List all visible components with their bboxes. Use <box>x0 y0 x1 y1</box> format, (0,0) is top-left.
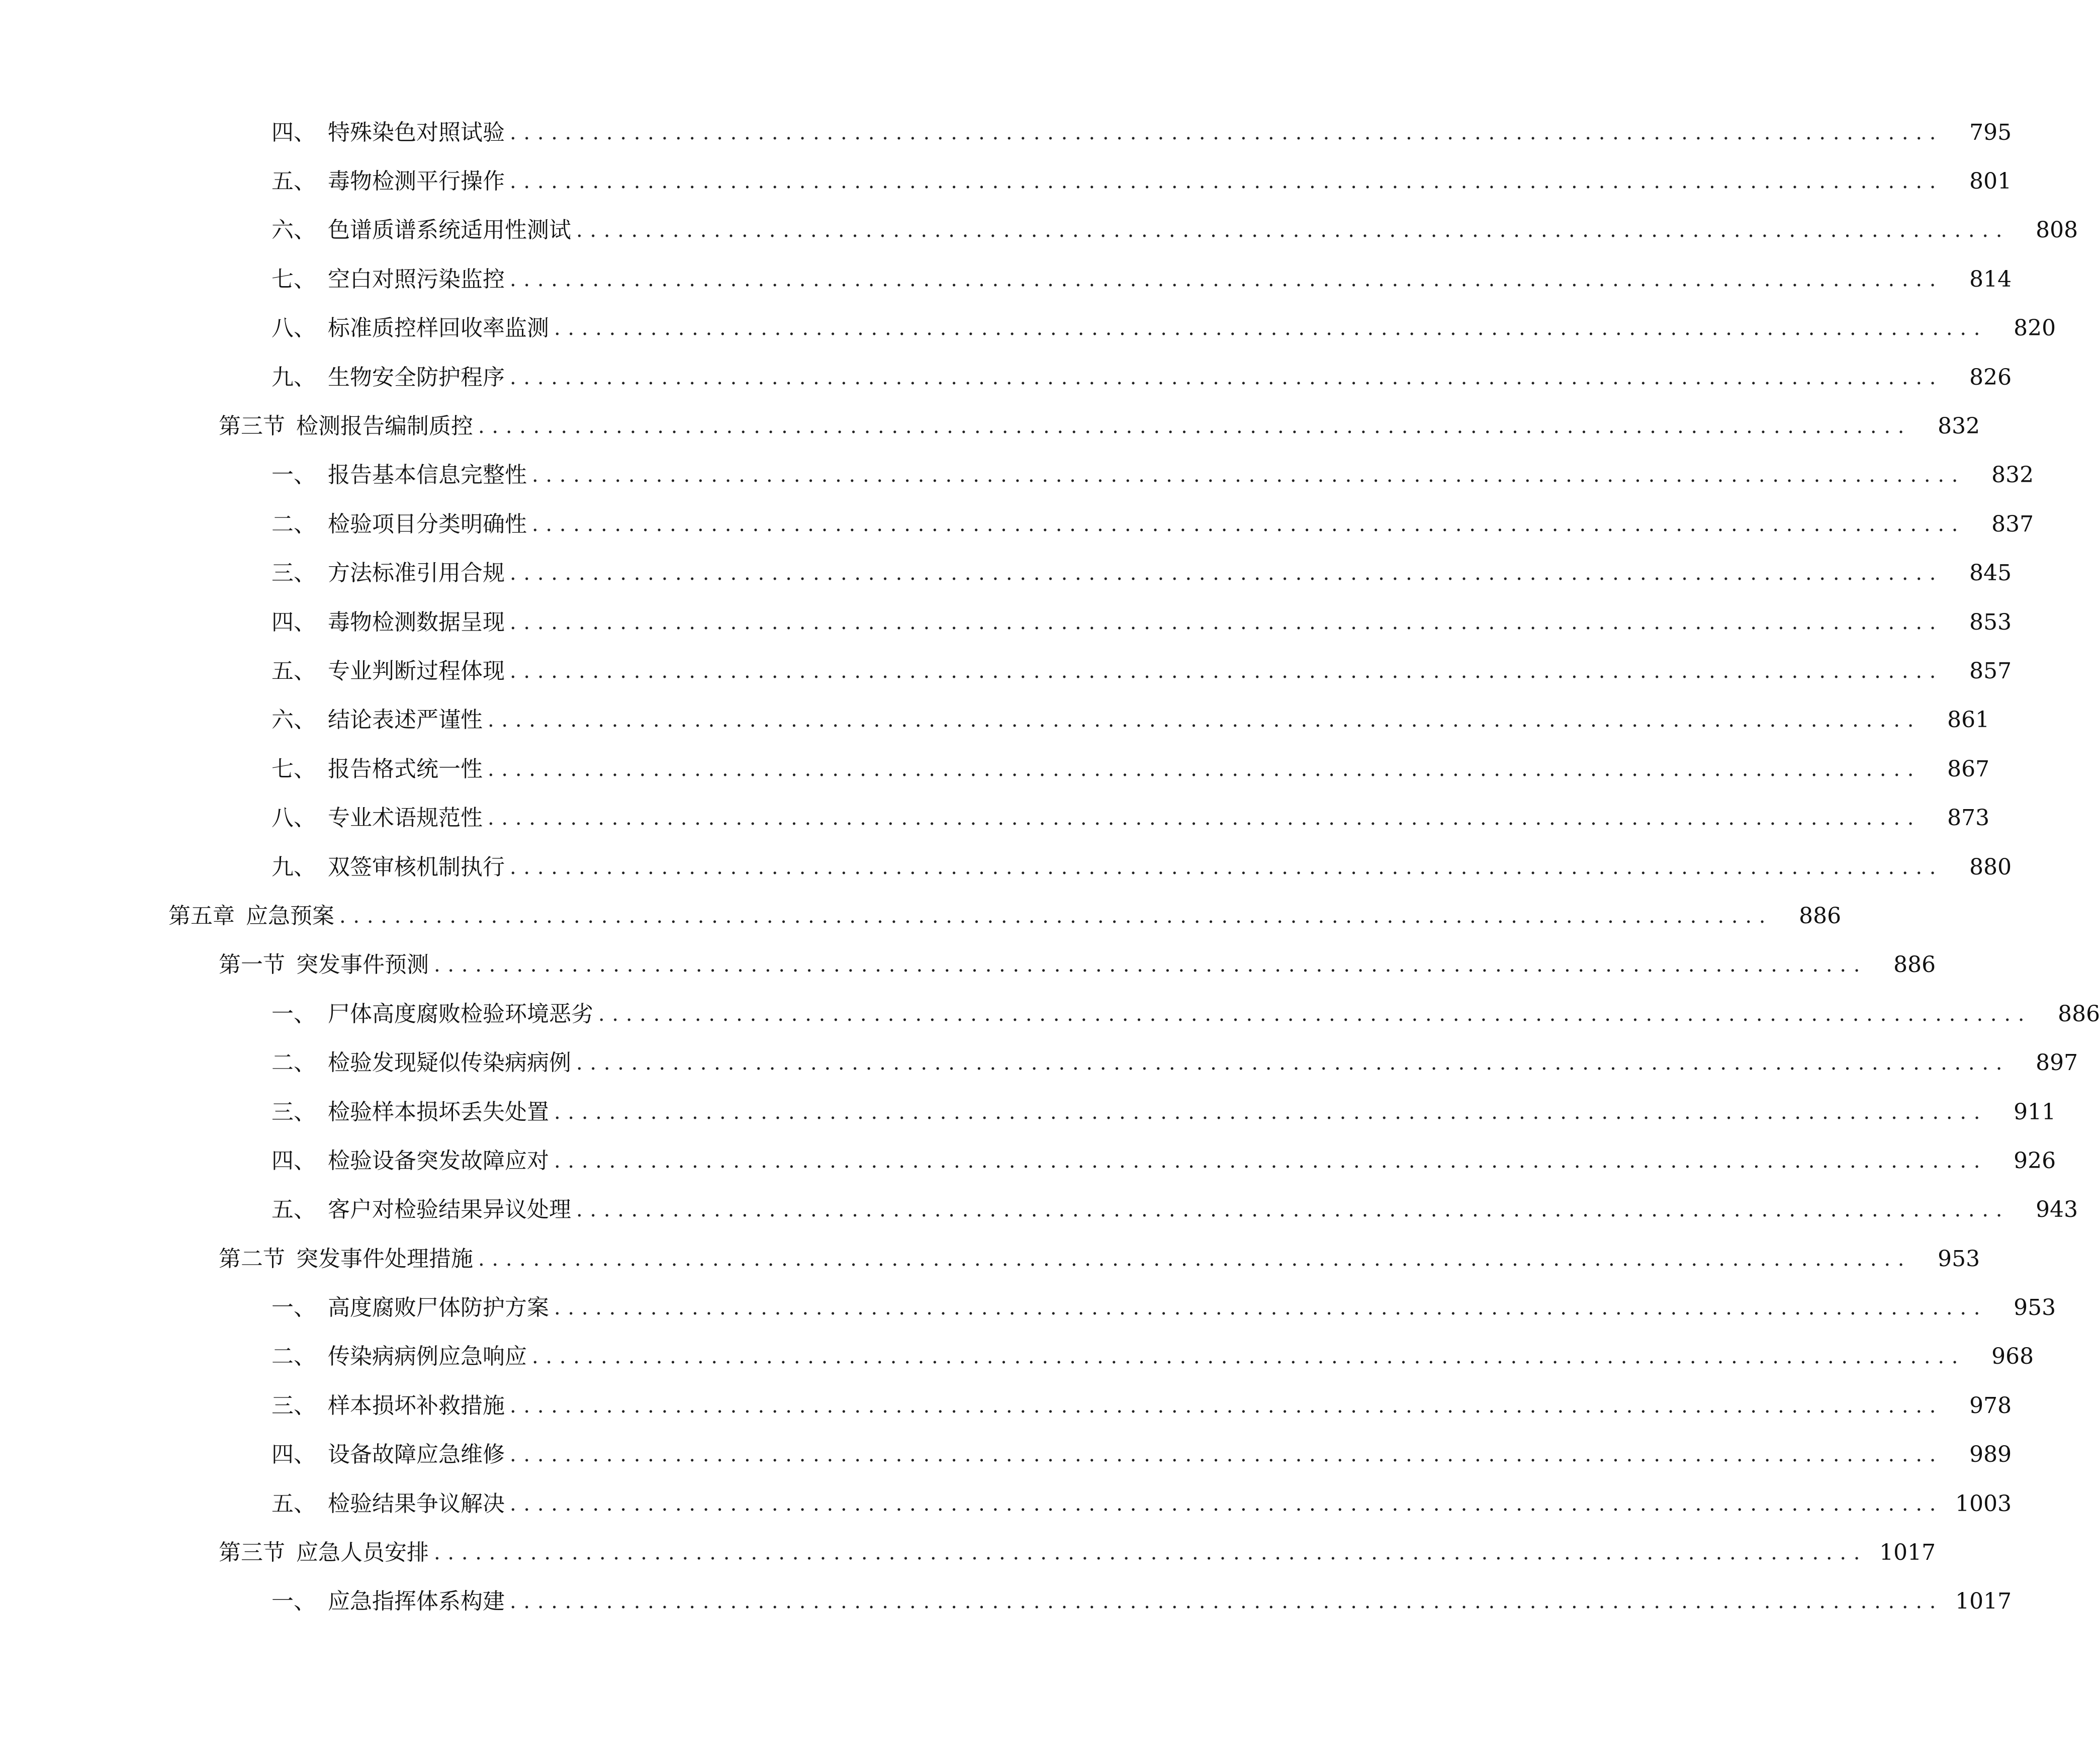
dot-leader: ........................................................................................................ <box>532 512 1966 536</box>
dot-leader: ........................................................................................................ <box>510 268 1944 291</box>
toc-entry-label <box>271 1392 505 1419</box>
dot-leader: ........................................................................................................ <box>510 170 1944 194</box>
toc-entry-page-number: 832 <box>1991 462 2034 488</box>
toc-entry-title: 结论表述严谨性 <box>328 707 483 733</box>
toc-entry-title: 样本损坏补救措施 <box>328 1392 505 1419</box>
toc-entry-title: 报告基本信息完整性 <box>328 462 527 488</box>
dot-leader: ........................................................................................................ <box>576 219 2010 242</box>
toc-entry[interactable] <box>0 402 1980 451</box>
toc-entry-number: 五、 <box>271 1490 316 1517</box>
toc-entry[interactable] <box>0 1381 2012 1430</box>
toc-entry-label <box>271 464 527 486</box>
toc-entry[interactable] <box>0 1136 2056 1185</box>
toc-entry-page-number: 880 <box>1969 854 2012 880</box>
dot-leader: ........................................................................................................ <box>510 1394 1944 1418</box>
dot-leader: ........................................................................................................ <box>576 1198 2010 1222</box>
toc-entry[interactable] <box>0 793 1990 842</box>
toc-entry[interactable] <box>0 941 1936 990</box>
toc-entry-page-number: 837 <box>1991 511 2034 537</box>
toc-entry-number: 二、 <box>271 1050 316 1076</box>
toc-entry-label <box>219 1542 429 1564</box>
toc-entry[interactable] <box>0 1528 1936 1577</box>
toc-entry-label <box>271 1003 593 1025</box>
dot-leader: ........................................................................................................ <box>554 1100 1988 1124</box>
toc-entry-title: 双签审核机制执行 <box>328 854 505 880</box>
toc-entry-title: 应急预案 <box>246 903 334 929</box>
toc-entry-label <box>271 364 505 390</box>
toc-entry-number: 三、 <box>271 1099 316 1125</box>
toc-entry-label <box>271 1199 571 1221</box>
toc-entry-label <box>271 807 483 829</box>
toc-entry-title: 应急指挥体系构建 <box>328 1589 505 1615</box>
toc-entry[interactable] <box>0 843 2012 892</box>
toc-entry-page-number: 814 <box>1969 266 2012 292</box>
toc-entry-title: 专业判断过程体现 <box>328 658 505 684</box>
toc-entry-page-number: 853 <box>1969 609 2012 635</box>
toc-entry-number: 七、 <box>271 756 316 782</box>
toc-entry-page-number: 1017 <box>1955 1589 2012 1615</box>
toc-entry-title: 空白对照污染监控 <box>328 266 505 292</box>
toc-entry-number: 一、 <box>271 1589 316 1615</box>
dot-leader: ........................................................................................................ <box>510 1492 1944 1516</box>
dot-leader: ........................................................................................................ <box>510 855 1944 879</box>
toc-entry-number: 四、 <box>271 119 316 145</box>
dot-leader: ........................................................................................................ <box>510 121 1944 144</box>
toc-entry[interactable] <box>0 598 2012 647</box>
dot-leader: ........................................................................................................ <box>478 1247 1912 1271</box>
toc-entry-number: 九、 <box>271 854 316 880</box>
toc-entry-page-number: 867 <box>1947 756 1990 782</box>
toc-entry-number: 第三节 <box>219 413 285 439</box>
toc-entry[interactable] <box>0 1577 2012 1626</box>
toc-entry-number: 八、 <box>271 805 316 831</box>
toc-entry-title: 检验发现疑似传染病病例 <box>328 1050 571 1076</box>
toc-entry-label <box>271 660 505 682</box>
toc-entry-title: 特殊染色对照试验 <box>328 119 505 145</box>
toc-entry[interactable] <box>0 1333 2034 1381</box>
toc-entry[interactable] <box>0 990 2100 1038</box>
toc-entry-page-number: 897 <box>2036 1050 2078 1076</box>
toc-entry-label <box>271 219 571 241</box>
dot-leader: ........................................................................................................ <box>510 562 1944 585</box>
toc-entry-title: 报告格式统一性 <box>328 756 483 782</box>
toc-entry-label <box>219 954 429 976</box>
dot-leader: ........................................................................................................ <box>339 904 1773 928</box>
toc-entry[interactable] <box>0 696 1990 745</box>
toc-entry[interactable] <box>0 1038 2078 1087</box>
toc-entry-label <box>271 170 505 193</box>
toc-entry-page-number: 861 <box>1947 707 1990 733</box>
toc-entry[interactable] <box>0 108 2012 157</box>
toc-entry-title: 生物安全防护程序 <box>328 364 505 390</box>
toc-entry-page-number: 873 <box>1947 805 1990 831</box>
dot-leader: ........................................................................................................ <box>598 1002 2032 1026</box>
toc-entry-number: 二、 <box>271 511 316 537</box>
toc-entry-number: 六、 <box>271 217 316 243</box>
toc-entry-page-number: 826 <box>1969 364 2012 390</box>
toc-entry[interactable] <box>0 549 2012 598</box>
toc-entry-label <box>271 1346 527 1368</box>
dot-leader: ........................................................................................................ <box>510 1590 1944 1614</box>
toc-entry-number: 八、 <box>271 315 316 341</box>
toc-entry[interactable] <box>0 451 2034 500</box>
toc-entry-label <box>271 611 505 634</box>
toc-entry[interactable] <box>0 1283 2056 1332</box>
toc-entry-title: 突发事件处理措施 <box>296 1246 473 1272</box>
toc-entry-title: 毒物检测平行操作 <box>328 168 505 195</box>
toc-entry-number: 四、 <box>271 609 316 635</box>
toc-entry-label <box>271 1297 549 1319</box>
dot-leader: ........................................................................................................ <box>510 659 1944 683</box>
toc-entry-title: 应急人员安排 <box>296 1540 429 1566</box>
toc-entry[interactable] <box>0 1088 2056 1136</box>
toc-entry-label <box>168 905 334 927</box>
toc-entry-page-number: 801 <box>1969 168 2012 195</box>
toc-entry[interactable] <box>0 1479 2012 1528</box>
toc-entry-label <box>271 1101 549 1123</box>
toc-entry-page-number: 886 <box>1893 952 1936 978</box>
toc-entry-label <box>271 317 549 339</box>
toc-entry[interactable] <box>0 157 2012 206</box>
toc-entry-label <box>271 1444 505 1466</box>
toc-entry-number: 三、 <box>271 1392 316 1419</box>
toc-entry-page-number: 989 <box>1969 1442 2012 1468</box>
dot-leader: ........................................................................................................ <box>488 807 1922 830</box>
dot-leader: ........................................................................................................ <box>488 709 1922 732</box>
toc-entry-title: 检测报告编制质控 <box>296 413 473 439</box>
toc-entry-number: 六、 <box>271 707 316 733</box>
toc-entry-title: 毒物检测数据呈现 <box>328 609 505 635</box>
toc-entry-page-number: 943 <box>2036 1197 2078 1223</box>
toc-entry-page-number: 968 <box>1991 1344 2034 1370</box>
toc-entry-page-number: 845 <box>1969 560 2012 586</box>
dot-leader: ........................................................................................................ <box>554 1296 1988 1320</box>
dot-leader: ........................................................................................................ <box>488 757 1922 781</box>
toc-entry-label <box>271 513 527 536</box>
toc-entry-title: 方法标准引用合规 <box>328 560 505 586</box>
toc-entry-page-number: 820 <box>2014 315 2056 341</box>
toc-entry-number: 一、 <box>271 1295 316 1321</box>
toc-entry[interactable] <box>0 1234 1980 1283</box>
toc-entry-page-number: 886 <box>1799 903 1842 929</box>
dot-leader: ........................................................................................................ <box>510 366 1944 389</box>
toc-entry-title: 客户对检验结果异议处理 <box>328 1197 571 1223</box>
toc-entry-page-number: 808 <box>2036 217 2078 243</box>
toc-entry-title: 设备故障应急维修 <box>328 1442 505 1468</box>
toc-entry-page-number: 953 <box>1938 1246 1980 1272</box>
toc-entry-number: 第一节 <box>219 952 285 978</box>
toc-entry[interactable] <box>0 1186 2078 1234</box>
dot-leader: ........................................................................................................ <box>510 610 1944 634</box>
toc-entry-title: 突发事件预测 <box>296 952 429 978</box>
toc-entry-number: 三、 <box>271 560 316 586</box>
toc-entry[interactable] <box>0 353 2012 402</box>
toc-entry-number: 一、 <box>271 1001 316 1027</box>
toc-entry-page-number: 926 <box>2014 1148 2056 1174</box>
toc-entry[interactable] <box>0 1431 2012 1479</box>
toc-entry[interactable] <box>0 892 1842 940</box>
toc-entry-page-number: 886 <box>2058 1001 2100 1027</box>
toc-entry-label <box>271 856 505 878</box>
toc-entry-label <box>219 415 473 437</box>
toc-entry-title: 专业术语规范性 <box>328 805 483 831</box>
toc-entry-number: 九、 <box>271 364 316 390</box>
toc-entry-label <box>219 1248 473 1270</box>
toc-entry-number: 四、 <box>271 1148 316 1174</box>
dot-leader: ........................................................................................................ <box>434 953 1868 977</box>
dot-leader: ........................................................................................................ <box>510 1443 1944 1467</box>
toc-entry-page-number: 1003 <box>1955 1490 2012 1517</box>
toc-entry-title: 检验样本损坏丢失处置 <box>328 1099 549 1125</box>
toc-entry[interactable] <box>0 304 2056 353</box>
toc-entry-label <box>271 1591 505 1613</box>
toc-entry-page-number: 857 <box>1969 658 2012 684</box>
dot-leader: ........................................................................................................ <box>576 1051 2010 1075</box>
toc-entry-number: 第三节 <box>219 1540 285 1566</box>
toc-entry-page-number: 978 <box>1969 1392 2012 1419</box>
dot-leader: ........................................................................................................ <box>434 1541 1868 1565</box>
toc-entry[interactable] <box>0 255 2012 304</box>
dot-leader: ........................................................................................................ <box>554 1149 1988 1173</box>
toc-entry[interactable] <box>0 647 2012 695</box>
toc-entry-title: 标准质控样回收率监测 <box>328 315 549 341</box>
table-of-contents <box>0 108 2100 1626</box>
toc-entry[interactable] <box>0 206 2078 255</box>
toc-entry-title: 检验结果争议解决 <box>328 1490 505 1517</box>
toc-entry-page-number: 953 <box>2014 1295 2056 1321</box>
toc-entry-title: 色谱质谱系统适用性测试 <box>328 217 571 243</box>
dot-leader: ........................................................................................................ <box>478 415 1912 438</box>
toc-entry-page-number: 832 <box>1938 413 1980 439</box>
toc-entry-label <box>271 1052 571 1074</box>
toc-entry-label <box>271 709 483 731</box>
dot-leader: ........................................................................................................ <box>532 464 1966 487</box>
toc-entry-label <box>271 119 505 145</box>
toc-entry-title: 高度腐败尸体防护方案 <box>328 1295 549 1321</box>
toc-entry-label <box>271 266 505 292</box>
toc-entry-number: 二、 <box>271 1344 316 1370</box>
toc-entry-label <box>271 562 505 584</box>
toc-entry-label <box>271 758 483 780</box>
toc-entry-label <box>271 1150 549 1172</box>
toc-entry[interactable] <box>0 500 2034 549</box>
dot-leader: ........................................................................................................ <box>554 317 1988 340</box>
toc-entry-number: 一、 <box>271 462 316 488</box>
toc-entry-title: 检验项目分类明确性 <box>328 511 527 537</box>
toc-entry-label <box>271 1490 505 1517</box>
toc-entry-title: 检验设备突发故障应对 <box>328 1148 549 1174</box>
toc-entry-number: 五、 <box>271 658 316 684</box>
toc-entry-number: 五、 <box>271 168 316 195</box>
toc-entry[interactable] <box>0 745 1990 793</box>
toc-entry-title: 传染病病例应急响应 <box>328 1344 527 1370</box>
toc-entry-number: 第二节 <box>219 1246 285 1272</box>
toc-entry-number: 四、 <box>271 1442 316 1468</box>
toc-entry-number: 五、 <box>271 1197 316 1223</box>
dot-leader: ........................................................................................................ <box>532 1345 1966 1369</box>
toc-entry-number: 七、 <box>271 266 316 292</box>
toc-entry-page-number: 911 <box>2014 1099 2056 1125</box>
toc-entry-page-number: 1017 <box>1879 1540 1936 1566</box>
toc-entry-title: 尸体高度腐败检验环境恶劣 <box>328 1001 593 1027</box>
toc-entry-number: 第五章 <box>168 903 235 929</box>
toc-entry-page-number: 795 <box>1969 119 2012 145</box>
